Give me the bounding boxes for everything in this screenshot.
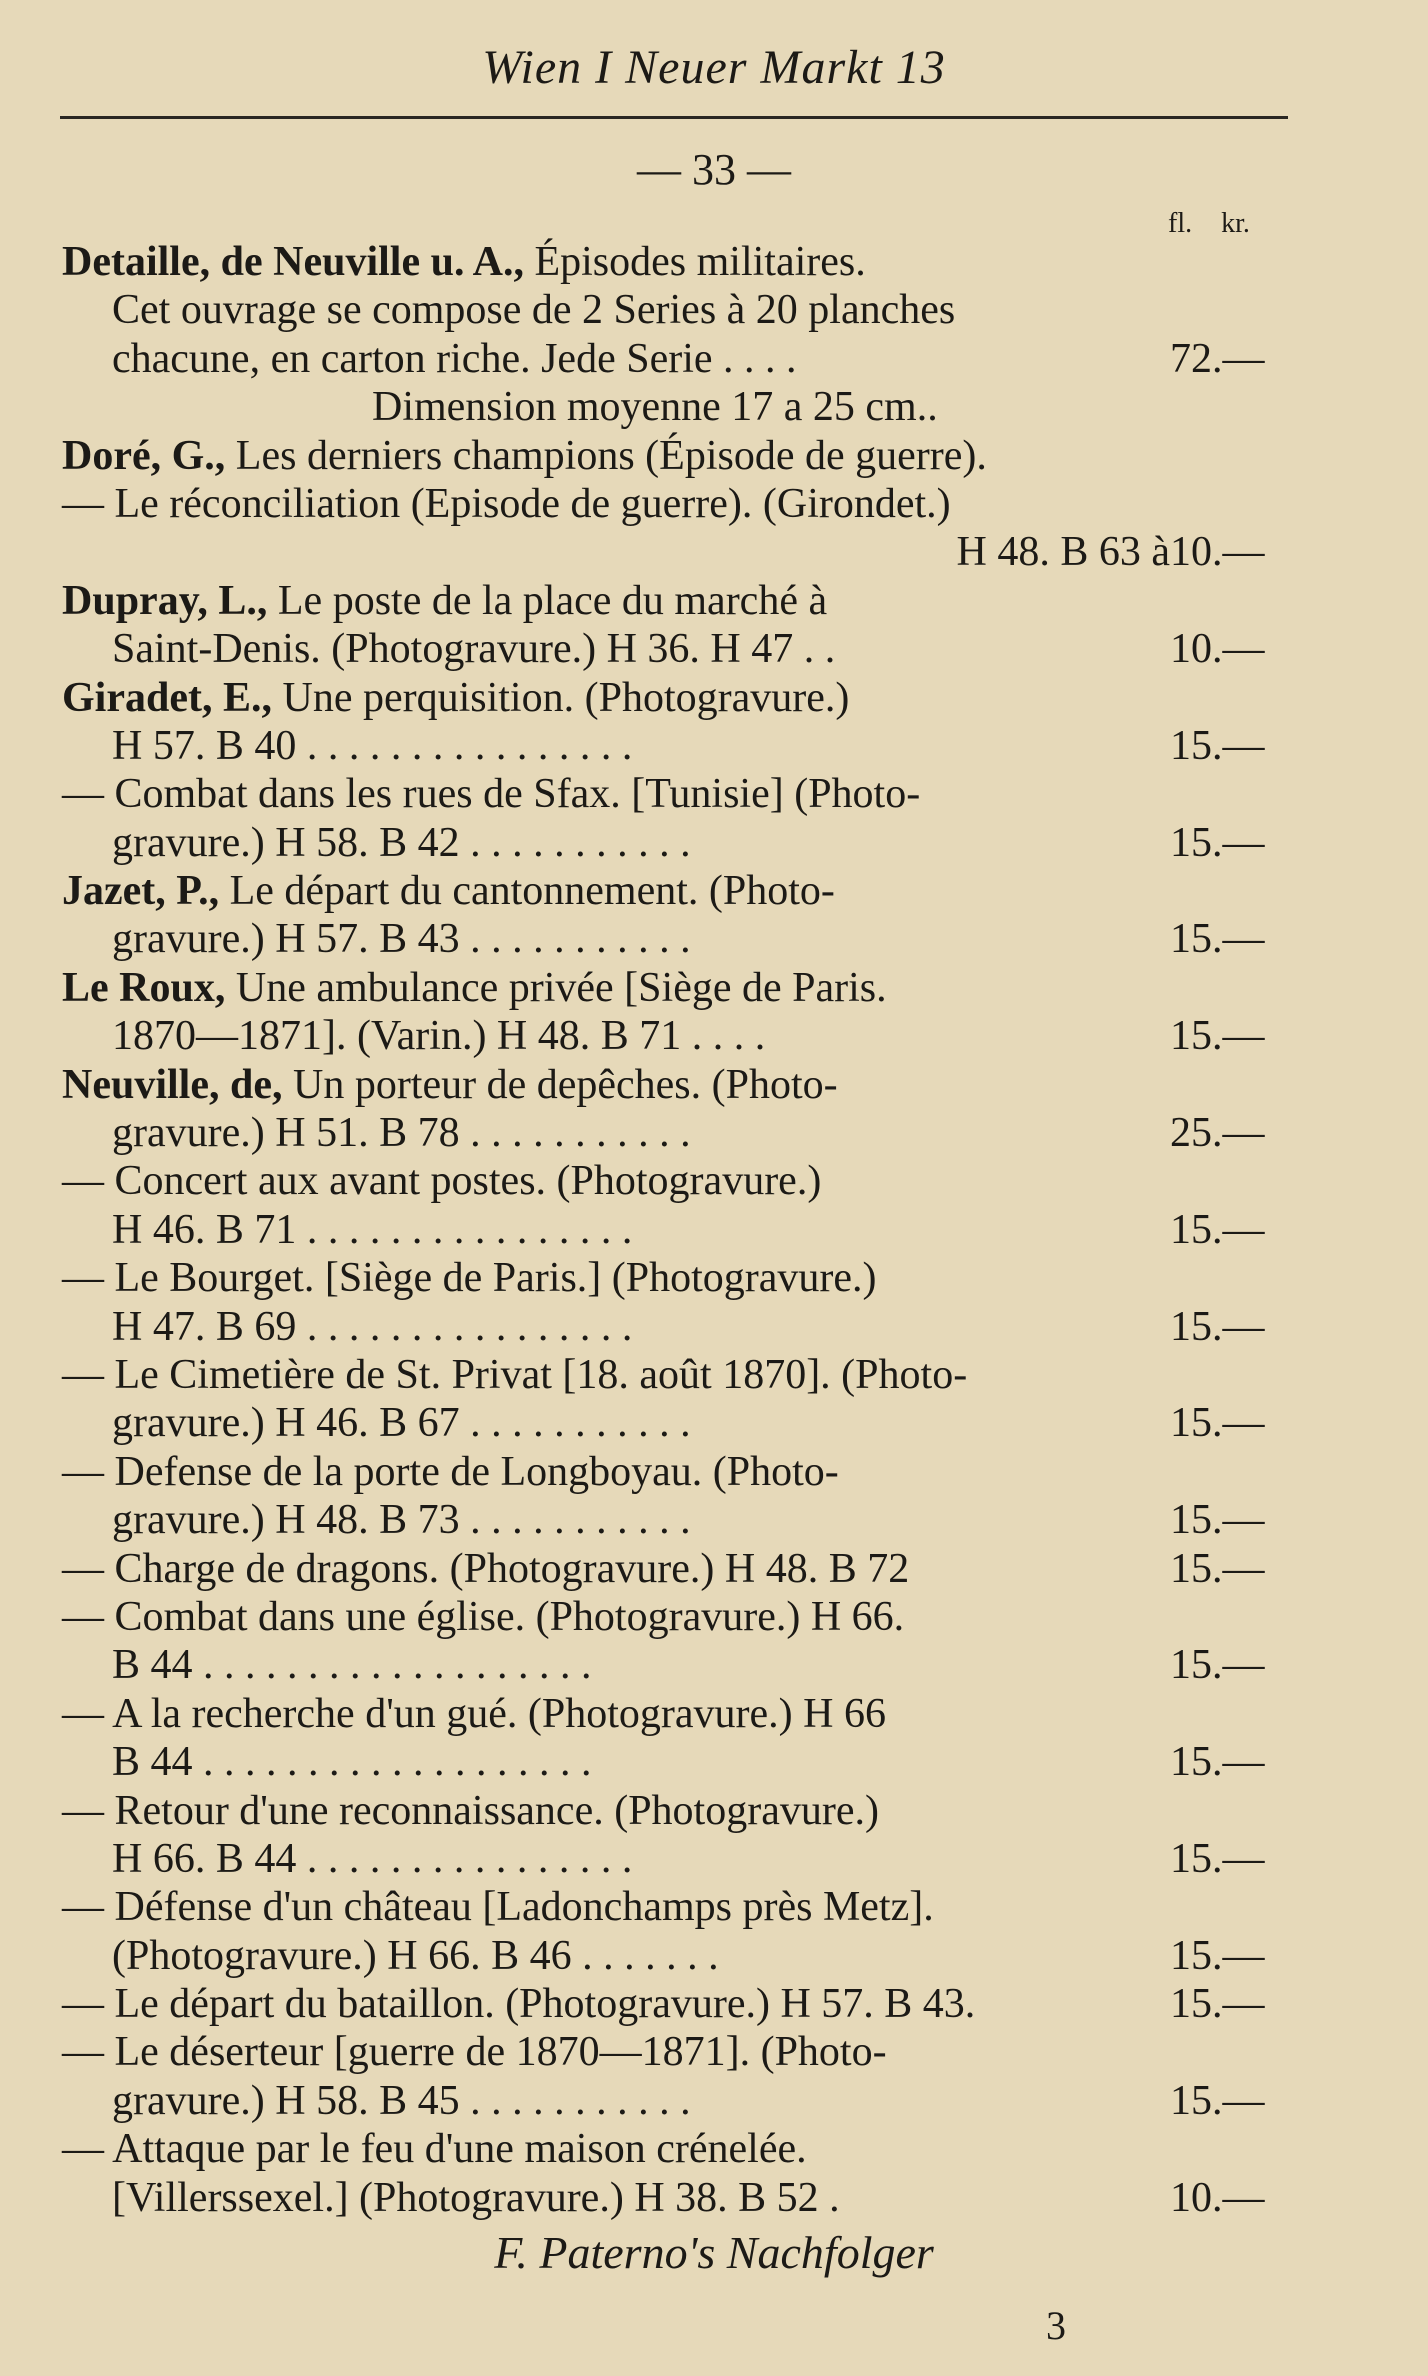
price: 15.—	[1170, 1981, 1265, 2028]
price: 15.—	[1170, 1835, 1265, 1882]
line-description: H 57. B 40 . . . . . . . . . . . . . . . .	[112, 722, 633, 769]
line-text	[112, 1206, 632, 1254]
price: 15.—	[1170, 819, 1265, 866]
line-text	[62, 1351, 967, 1399]
catalog-line	[62, 1061, 1298, 1109]
catalog-line	[62, 625, 1298, 673]
line-description: gravure.) H 51. B 78 . . . . . . . . . . .	[112, 1110, 691, 1157]
price: 10.—	[1170, 529, 1265, 576]
catalog-line	[62, 238, 1298, 286]
line-text	[112, 1012, 765, 1060]
line-description: — Combat dans une église. (Photogravure.) H 66.	[62, 1593, 905, 1640]
line-text	[112, 2174, 840, 2222]
catalog-line	[62, 867, 1298, 915]
line-text	[112, 1835, 632, 1883]
catalog-line	[62, 1932, 1298, 1980]
line-description: gravure.) H 46. B 67 . . . . . . . . . . .	[112, 1400, 691, 1447]
price: 15.—	[1170, 1206, 1265, 1253]
line-text	[112, 286, 955, 334]
line-description: Dimension moyenne 17 a 25 cm..	[372, 384, 938, 431]
catalog-line	[62, 1399, 1298, 1447]
artist-name: Jazet, P.,	[62, 868, 220, 915]
price: 10.—	[1170, 626, 1265, 673]
line-text	[112, 1399, 691, 1447]
line-description: Les derniers champions (Épisode de guerre).	[225, 432, 987, 479]
header-rule	[60, 116, 1288, 119]
line-description: Une ambulance privée [Siège de Paris.	[225, 964, 887, 1011]
line-text	[62, 964, 887, 1012]
line-description: H 48. B 63 à	[956, 529, 1170, 576]
line-text	[62, 1787, 879, 1835]
line-text	[62, 1593, 904, 1641]
line-text	[62, 2028, 887, 2076]
line-text	[62, 577, 827, 625]
price: 10.—	[1170, 2174, 1265, 2221]
line-text	[112, 819, 691, 867]
catalog-line	[62, 1496, 1298, 1544]
line-text	[62, 432, 987, 480]
line-text	[112, 722, 632, 770]
price: 15.—	[1170, 1013, 1265, 1060]
line-text	[62, 1157, 821, 1205]
artist-name: Detaille, de Neuville u. A.,	[62, 239, 524, 285]
line-text	[112, 1738, 592, 1786]
line-description: H 47. B 69 . . . . . . . . . . . . . . . .	[112, 1303, 633, 1350]
price: 15.—	[1170, 1303, 1265, 1350]
line-description: Un porteur de depêches. (Photo-	[282, 1061, 838, 1108]
catalog-line	[62, 1351, 1298, 1399]
catalog-line	[62, 1883, 1298, 1931]
price: 15.—	[1170, 2077, 1265, 2124]
line-text	[112, 1641, 592, 1689]
line-text	[62, 1883, 934, 1931]
catalog-line	[62, 1012, 1298, 1060]
line-text	[112, 915, 691, 963]
catalog-line	[62, 383, 1298, 431]
catalog-line	[62, 964, 1298, 1012]
line-description: — Charge de dragons. (Photogravure.) H 48. B 72	[62, 1545, 910, 1592]
line-text	[112, 1932, 719, 1980]
line-description: — Le Bourget. [Siège de Paris.] (Photogravure.)	[62, 1255, 877, 1302]
line-text	[62, 1690, 886, 1738]
line-description: — Le déserteur [guerre de 1870—1871]. (Photo-	[62, 2029, 887, 2076]
column-fl: fl.	[1168, 208, 1193, 239]
catalog-line	[62, 770, 1298, 818]
line-description: — Le réconciliation (Episode de guerre). (Girondet.)	[62, 480, 951, 527]
line-description: — Défense d'un château [Ladonchamps près Metz].	[62, 1884, 934, 1931]
line-text	[372, 383, 938, 431]
catalog-line	[62, 2077, 1298, 2125]
line-text	[957, 528, 1171, 576]
column-kr: kr.	[1221, 208, 1250, 239]
price: 15.—	[1170, 916, 1265, 963]
line-description: chacune, en carton riche. Jede Serie . . . .	[112, 335, 797, 382]
line-description: gravure.) H 58. B 42 . . . . . . . . . . .	[112, 819, 691, 866]
line-text	[112, 1303, 632, 1351]
publisher-footer: F. Paterno's Nachfolger	[494, 2227, 934, 2278]
price: 25.—	[1170, 1110, 1265, 1157]
line-description: [Villerssexel.] (Photogravure.) H 38. B 52 .	[112, 2174, 840, 2221]
line-description: — Combat dans les rues de Sfax. [Tunisie] (Photo-	[62, 771, 921, 818]
line-description: — A la recherche d'un gué. (Photogravure.) H 66	[62, 1690, 886, 1737]
catalog-line	[62, 1787, 1298, 1835]
catalog-line	[62, 1738, 1298, 1786]
artist-name: Giradet, E.,	[62, 674, 272, 721]
line-text	[62, 1448, 839, 1496]
line-description: — Defense de la porte de Longboyau. (Photo-	[62, 1448, 839, 1495]
artist-name: Dupray, L.,	[62, 577, 268, 624]
line-description: Une perquisition. (Photogravure.)	[271, 674, 850, 721]
catalog-line	[62, 577, 1298, 625]
catalog-line	[62, 1980, 1298, 2028]
line-description: — Retour d'une reconnaissance. (Photogravure.)	[62, 1787, 879, 1834]
line-description: — Attaque par le feu d'une maison crénelée.	[62, 2126, 807, 2173]
price: 15.—	[1170, 1932, 1265, 1979]
line-description: 1870—1871]. (Varin.) H 48. B 71 . . . .	[112, 1013, 766, 1060]
catalog-line	[62, 819, 1298, 867]
line-description: H 46. B 71 . . . . . . . . . . . . . . . .	[112, 1206, 633, 1253]
line-description: gravure.) H 58. B 45 . . . . . . . . . . .	[112, 2077, 691, 2124]
catalog-line	[62, 915, 1298, 963]
price: 15.—	[1170, 1545, 1265, 1592]
price: 72.—	[1170, 335, 1265, 382]
catalog-line	[62, 1593, 1298, 1641]
line-text	[62, 1980, 975, 2028]
line-description: H 66. B 44 . . . . . . . . . . . . . . . .	[112, 1835, 633, 1882]
line-description: B 44 . . . . . . . . . . . . . . . . . . .	[112, 1739, 592, 1786]
line-text	[62, 770, 920, 818]
catalog-line	[62, 1254, 1298, 1302]
line-text	[112, 625, 835, 673]
line-description: (Photogravure.) H 66. B 46 . . . . . . .	[112, 1932, 719, 1979]
line-description: gravure.) H 57. B 43 . . . . . . . . . . .	[112, 916, 691, 963]
line-text	[112, 335, 797, 383]
artist-name: Neuville, de,	[62, 1061, 283, 1108]
catalog-line	[62, 1109, 1298, 1157]
line-description: gravure.) H 48. B 73 . . . . . . . . . . .	[112, 1497, 691, 1544]
catalog-line	[62, 2125, 1298, 2173]
catalog-line	[62, 1303, 1298, 1351]
catalog-line	[62, 1545, 1298, 1593]
line-description: Saint-Denis. (Photogravure.) H 36. H 47 . .	[112, 626, 836, 673]
line-description: — Le Cimetière de St. Privat [18. août 1870]. (Photo-	[62, 1351, 968, 1398]
catalog-line	[62, 335, 1298, 383]
catalog-line	[62, 480, 1298, 528]
catalog-line	[62, 2028, 1298, 2076]
catalog-line	[62, 286, 1298, 334]
line-text	[62, 238, 866, 286]
line-text	[112, 1109, 691, 1157]
line-description: Le départ du cantonnement. (Photo-	[219, 868, 835, 915]
line-description: Le poste de la place du marché à	[267, 577, 828, 624]
line-text	[62, 1254, 877, 1302]
line-text	[112, 2077, 691, 2125]
line-text	[62, 2125, 807, 2173]
catalog-line	[62, 1641, 1298, 1689]
catalog-line	[62, 1157, 1298, 1205]
line-description: — Le départ du bataillon. (Photogravure.) H 57. B 43.	[62, 1981, 976, 2028]
catalog-line	[62, 2174, 1298, 2222]
line-text	[62, 867, 835, 915]
catalog-line	[62, 674, 1298, 722]
page-header: Wien I Neuer Markt 13	[482, 41, 946, 94]
catalog-line	[62, 528, 1298, 576]
price: 15.—	[1170, 722, 1265, 769]
price: 15.—	[1170, 1400, 1265, 1447]
catalog-entries	[62, 238, 1298, 2222]
price: 15.—	[1170, 1497, 1265, 1544]
catalog-line	[62, 432, 1298, 480]
catalog-line	[62, 1690, 1298, 1738]
line-text	[62, 1545, 909, 1593]
line-description: — Concert aux avant postes. (Photogravure.)	[62, 1158, 822, 1205]
signature-mark: 3	[1046, 2303, 1066, 2348]
line-text	[62, 480, 951, 528]
line-text	[62, 674, 849, 722]
catalog-line	[62, 1206, 1298, 1254]
price: 15.—	[1170, 1642, 1265, 1689]
line-text	[112, 1496, 691, 1544]
price: 15.—	[1170, 1739, 1265, 1786]
line-description: B 44 . . . . . . . . . . . . . . . . . . .	[112, 1642, 592, 1689]
price-column-headers	[1168, 208, 1298, 240]
line-description: Cet ouvrage se compose de 2 Series à 20 planches	[112, 287, 956, 334]
catalog-line	[62, 1448, 1298, 1496]
artist-name: Doré, G.,	[62, 432, 226, 479]
line-text	[62, 1061, 838, 1109]
page-number: — 33 —	[637, 145, 791, 194]
line-description: Épisodes militaires.	[523, 239, 866, 285]
catalog-line	[62, 722, 1298, 770]
artist-name: Le Roux,	[62, 964, 226, 1011]
catalog-line	[62, 1835, 1298, 1883]
